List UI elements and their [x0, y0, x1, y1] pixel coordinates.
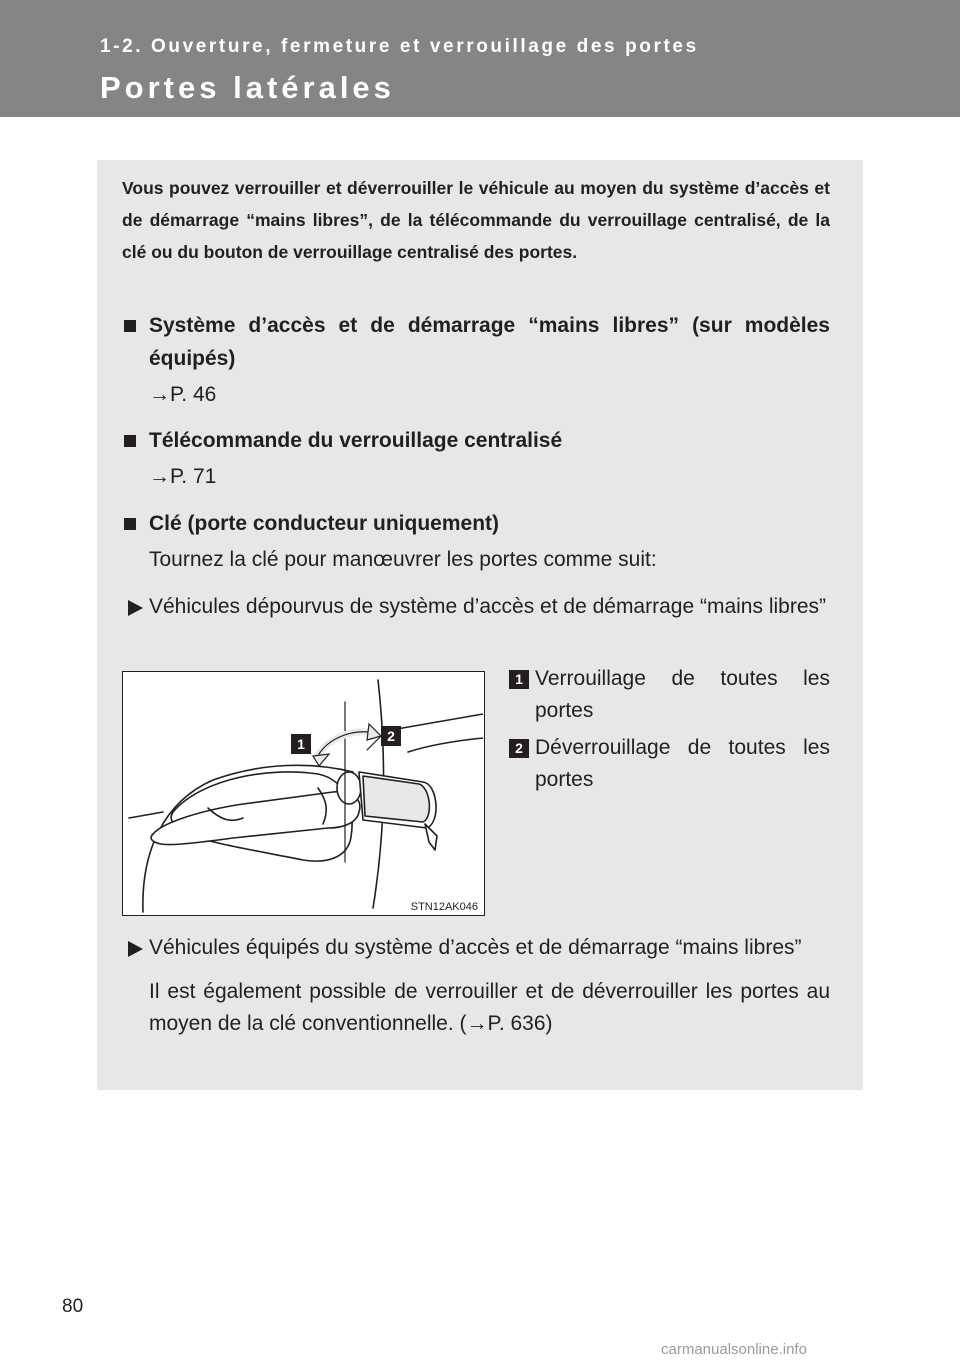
- page-reference[interactable]: →P. 71: [149, 465, 217, 488]
- square-bullet-icon: [124, 518, 136, 530]
- section-smart-entry: [122, 309, 830, 411]
- section-heading: Clé (porte conducteur uniquement): [122, 507, 830, 540]
- bullet-without-smart-entry: [122, 591, 830, 623]
- page-reference[interactable]: →P. 46: [149, 383, 217, 406]
- page-reference[interactable]: P. 636: [487, 1012, 546, 1035]
- door-handle-key-drawing: [123, 672, 483, 914]
- square-bullet-icon: [124, 435, 136, 447]
- legend-item-unlock: [509, 732, 830, 796]
- section-heading: Télécommande du verrouillage centralisé: [122, 424, 830, 457]
- bullet-with-smart-entry: [122, 932, 830, 1040]
- page-number: 80: [62, 1296, 84, 1317]
- figure-code: STN12AK046: [410, 901, 478, 913]
- arrow-icon: →: [149, 465, 170, 488]
- section-heading: Système d’accès et de démarrage “mains libres” (sur modèles équipés): [122, 309, 830, 375]
- intro-text: Vous pouvez verrouiller et déverrouiller le véhicule au moyen du système d’accès et de démarrage “mains libres”, de la télécommande du verrouillage centralisé, de la clé ou du bouton de verrouillage centralisé des portes.: [122, 178, 830, 262]
- triangle-bullet-icon: [128, 941, 143, 957]
- section-key: [122, 507, 830, 576]
- triangle-bullet-icon: [128, 600, 143, 616]
- callout-1-label: 1: [297, 736, 305, 752]
- bullet-item: Véhicules dépourvus de système d’accès et de démarrage “mains libres”: [122, 591, 830, 623]
- legend-number-icon: 1: [509, 670, 529, 689]
- door-key-illustration: [122, 671, 485, 916]
- section-header: [0, 0, 960, 117]
- square-bullet-icon: [124, 320, 136, 332]
- bullet-item: Véhicules équipés du système d’accès et de démarrage “mains libres”: [122, 932, 830, 964]
- arrow-icon: →: [466, 1012, 488, 1035]
- key-cylinder: [337, 772, 361, 804]
- arrow-icon: →: [149, 383, 170, 406]
- section-remote: [122, 424, 830, 493]
- section-body: Tournez la clé pour manœuvrer les portes comme suit:: [149, 548, 657, 571]
- watermark: carmanualsonline.info: [661, 1341, 807, 1358]
- bullet-body: Il est également possible de verrouiller et de déverrouiller les portes au moyen de la clé conventionnelle. (→P. 636): [149, 980, 830, 1035]
- section-label: 1-2. Ouverture, fermeture et verrouillage des portes: [100, 36, 699, 57]
- legend-text: Déverrouillage de toutes les portes: [535, 736, 830, 791]
- legend-number-icon: 2: [509, 739, 529, 758]
- legend-text: Verrouillage de toutes les portes: [535, 667, 830, 722]
- page-title: Portes latérales: [100, 70, 395, 105]
- callout-2-label: 2: [387, 728, 395, 744]
- legend-item-lock: [509, 663, 830, 727]
